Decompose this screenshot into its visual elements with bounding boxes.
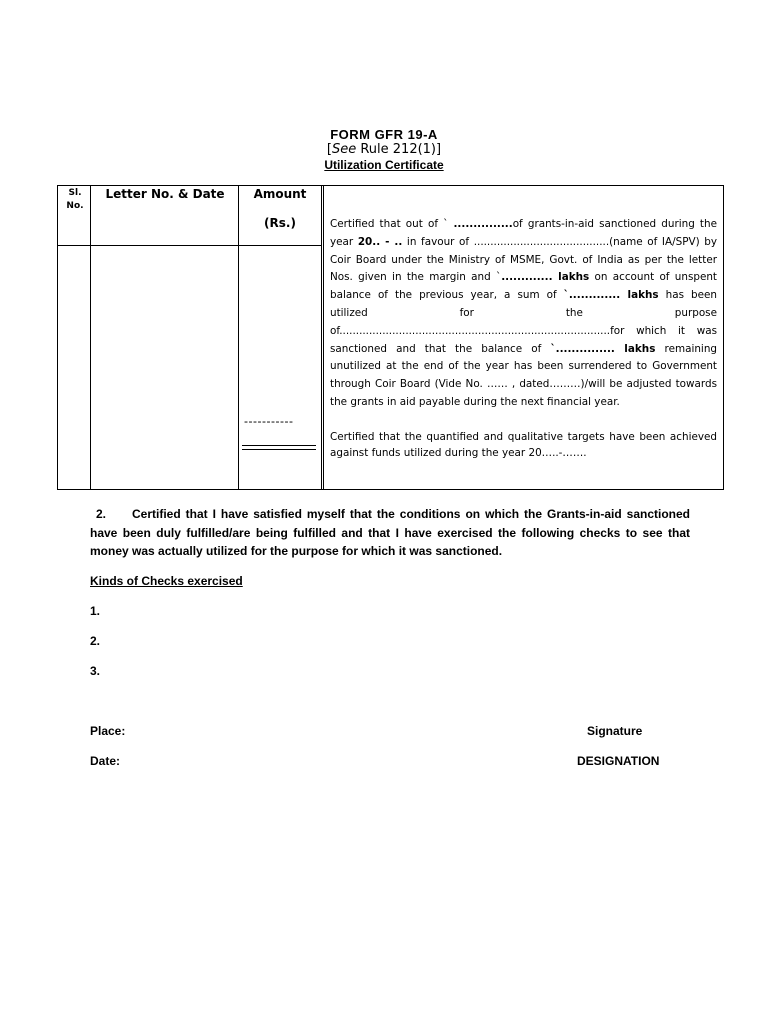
- targets-certificate-text: Certified that the quantified and qualitative targets have been achieved against funds utilized during the year 20…..-…….: [330, 431, 717, 459]
- cert-s1: Certified that out of `: [330, 218, 454, 230]
- cert-s2: of grants-in-aid sanctioned during the year: [330, 218, 717, 248]
- header-letter-no-date: Letter No. & Date: [105, 187, 225, 201]
- cert-b5: `............... lakhs: [550, 342, 656, 355]
- cert-b2: 20.. - ..: [357, 235, 403, 248]
- rule-see: See: [331, 142, 357, 157]
- table-bottom-border: [57, 489, 724, 490]
- certificate-title: Utilization Certificate: [324, 158, 444, 172]
- table-left-border: [57, 185, 58, 490]
- amount-total-line: -----------: [244, 414, 294, 428]
- certificate-text: [330, 216, 717, 412]
- paragraph-2-text: Certified that I have satisfied myself that the conditions on which the Grants-in-aid sanctioned have been duly fulfilled/are being fulfilled and that I have exercised the following checks to see that money was actually utilized for the purpose for which it was sanctioned.: [90, 507, 690, 558]
- paragraph-2-number: 2.: [96, 507, 107, 521]
- date-label: Date:: [90, 754, 121, 768]
- cert-s5: has been utilized for the purpose of..................................................................................for which it was sanctioned and that the balance of: [330, 289, 717, 355]
- cert-b3: ............. lakhs: [501, 271, 590, 284]
- table-top-border: [57, 185, 724, 186]
- signature-label: Signature: [587, 724, 643, 738]
- table-header-divider: [57, 245, 322, 246]
- place-label: Place:: [90, 724, 126, 738]
- table-col-divider-3: [321, 185, 322, 490]
- table-col-divider-1: [90, 185, 91, 490]
- check-item-2: 2.: [90, 634, 101, 648]
- designation-label: DESIGNATION: [577, 754, 660, 768]
- check-item-3: 3.: [90, 664, 101, 678]
- form-title: FORM GFR 19-A: [330, 127, 438, 142]
- table-col-divider-2: [238, 185, 239, 490]
- cert-s6: remaining unutilized at the end of the year has been surrendered to Government through Coir Board (Vide No. …… , dated………)/will be adjusted towards the grants in aid payable during the next financial year.: [330, 342, 717, 408]
- cert-b4: `............. lakhs: [563, 289, 659, 302]
- header-rs: (Rs.): [264, 216, 296, 230]
- checks-heading: Kinds of Checks exercised: [90, 574, 243, 588]
- cert-b1: ...............: [453, 218, 513, 230]
- check-item-1: 1.: [90, 604, 101, 618]
- rule-prefix: [: [326, 142, 332, 157]
- header-amount: Amount: [253, 187, 307, 201]
- table-col-divider-3b: [323, 185, 324, 490]
- header-sl-no: [60, 187, 90, 213]
- cert-s4: on account of unspent balance of the previous year, a sum of: [330, 271, 717, 302]
- rule-reference: [0, 142, 768, 157]
- amount-double-underline: [242, 445, 316, 450]
- cert-s3: in favour of .........................................(name of IA/SPV) by Coir Board under the Ministry of MSME, Govt. of India as per the letter Nos. given in the margin and `: [330, 235, 718, 284]
- paragraph-2: [90, 505, 690, 561]
- header-no: No.: [66, 201, 84, 211]
- table-right-border: [723, 185, 724, 490]
- rule-rest: Rule 212(1)]: [356, 142, 442, 157]
- header-sl: Sl.: [68, 188, 82, 198]
